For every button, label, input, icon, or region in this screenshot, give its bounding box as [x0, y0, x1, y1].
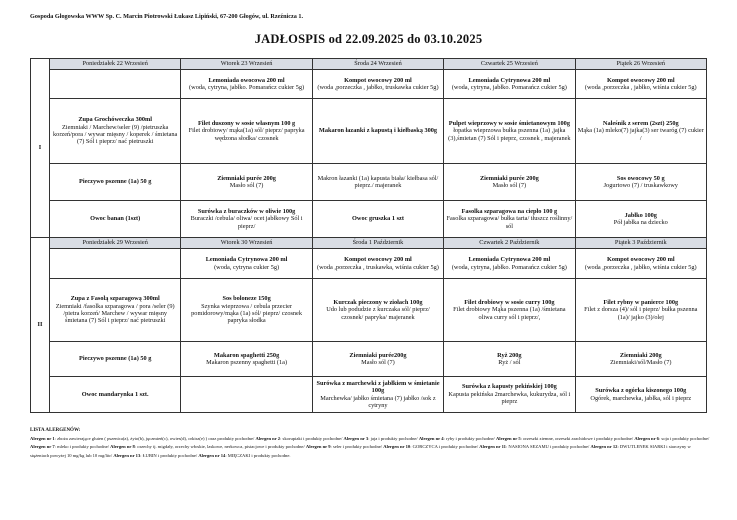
dish-cell — [575, 342, 706, 377]
allergen-entry — [496, 436, 634, 441]
allergen-text: : orzeszki ziemne, orzeszki arachidowe i produkty pochodne/ — [520, 436, 635, 442]
dish-ingredients: Filet drobiowy Mąka pszenna (1a) /śmietana oliwa curry sól i pieprz/, — [453, 306, 566, 321]
allergen-label: Alergen nr 3 — [343, 436, 369, 442]
dish-name: Sos owocowy 50 g — [616, 174, 665, 182]
dish-name: Surówka z ogórka kiszonego 100g — [595, 387, 687, 395]
dish-cell — [444, 342, 575, 377]
dish-ingredients: Ryż / sól — [498, 359, 521, 366]
dish-name: Kompot owocowy 200 ml — [606, 256, 675, 264]
dish-cell — [444, 249, 575, 279]
allergen-label: Alergen nr 13 — [113, 452, 141, 458]
dish-cell — [312, 201, 443, 238]
dish-ingredients: Ogórek, marchewka, jabłka, sól i pieprz — [590, 394, 692, 402]
allergen-entry — [419, 436, 496, 441]
dish-cell — [181, 99, 312, 164]
dish-name: Lemoniada Cytrynowa 200 ml — [468, 76, 551, 84]
allergen-label: Alergen nr 5 — [495, 436, 521, 442]
dish-name: Lemoniada Cytrynowa 200 ml — [468, 256, 551, 264]
allergen-text: : zboża zawierające gluten ( pszenica(a), żyto(b), jęczmień(c), owies(d), orkisz(e) ) oraz produkty pochodne/ — [54, 436, 256, 442]
dish-ingredients: Pół jabłka na dziecko — [613, 219, 668, 226]
day-header: Czwartek 25 Wrzesień — [444, 59, 575, 70]
dish-name: Ziemniaki purée 200g — [217, 174, 276, 182]
menu-row — [31, 164, 707, 201]
dish-cell — [50, 164, 181, 201]
dish-ingredients: Makron łazanki (1a) kapusta biała/ kiełbasa sól/ pieprz./ majeranek — [317, 174, 439, 189]
allergen-entry — [113, 453, 198, 458]
allergen-entry — [306, 444, 383, 449]
dish-name: Sos boloneze 150g — [222, 295, 271, 303]
dish-name: Surówka z buraczków w oliwie 100g — [197, 207, 296, 215]
dish-cell — [312, 377, 443, 413]
dish-name: Makaron spaghetti 250g — [213, 351, 280, 359]
allergen-text: : jaja i produkty pochodne/ — [368, 436, 419, 442]
allergen-entry — [30, 436, 255, 441]
day-header: Piątek 26 Wrzesień — [575, 59, 706, 70]
dish-ingredients: (woda ,porzeczka , jabłko, wiśnia cukier 5g) — [584, 263, 697, 271]
allergen-text: : orzechy tj. migdały, orzechy włoskie, laskowe, nerkowca, pistacjowe i produkty pochodne/ — [134, 444, 306, 450]
dish-cell — [50, 70, 181, 99]
dish-ingredients: Fasolka szparagowa/ bułka tarta/ tłuszcz roślinny/ sól — [446, 215, 573, 230]
allergen-label: Alergen nr 1 — [30, 436, 55, 442]
allergen-label: Alergen nr 9 — [305, 444, 331, 450]
dish-ingredients: Buraczki /cebula/ oliwa/ ocet jabłkowy Sól i pieprz/ — [190, 215, 303, 230]
dish-name: Surówka z marchewki z jabłkiem w śmietanie 100g — [316, 379, 440, 395]
menu-row — [31, 201, 707, 238]
dish-ingredients: łopatka wieprzowa bułka pszenna (1a) ,jajka (3),śmietan (7) Sól i pieprz, czosnek , majeranek — [448, 127, 571, 142]
allergen-text: : seler i produkty pochodne/ — [330, 444, 384, 450]
menu-row — [31, 377, 707, 413]
dish-ingredients: Masło sól (7) — [361, 359, 395, 366]
dish-cell — [444, 164, 575, 201]
dish-cell — [575, 249, 706, 279]
dish-cell — [575, 70, 706, 99]
dish-name: Filet rybny w panierce 100g — [603, 298, 679, 306]
dish-cell — [50, 99, 181, 164]
dish-cell — [50, 279, 181, 342]
dish-ingredients: Filet z dorsza (4)/ sól i pieprz/ bułka pszenna (1a)/ jajko (3)/olej — [584, 306, 698, 321]
allergen-text: : soja i produkty pochodne/ — [658, 436, 710, 442]
allergen-text: : DWUTLENEK SIARKI i siarczyny w stężeniach powyżej 10 mg/kg lub 10 mg/litr/ — [30, 444, 691, 458]
dish-name: Surówka z kapusty pekińskiej 100g — [461, 383, 557, 391]
day-header: Poniedziałek 22 Wrzesień — [50, 59, 181, 70]
dish-name: Owoc banan (1szt) — [90, 215, 141, 223]
dish-ingredients: (woda, cytryna cukier 5g) — [214, 263, 280, 271]
dish-cell — [181, 164, 312, 201]
allergen-label: Alergen nr 2 — [255, 436, 281, 442]
dish-name: Ziemniaki 200g — [619, 351, 662, 359]
dish-name: Ziemniaki purée200g — [349, 351, 407, 359]
menu-table — [30, 58, 707, 413]
dish-cell — [444, 70, 575, 99]
allergen-entry — [255, 436, 343, 441]
menu-row — [31, 342, 707, 377]
dish-name: Kompot owocowy 200 ml — [606, 76, 675, 84]
restaurant-header: Gospoda Głogowska WWW Sp. C. Marcin Piotrowski Łukasz Lipiński, 67-200 Głogów, ul. Rzeźnicza 1. — [30, 13, 304, 20]
allergen-text: : GORCZYCA i produkty pochodne/ — [410, 444, 480, 450]
dish-ingredients: Makaron pszenny spaghetti (1a) — [206, 359, 288, 366]
allergen-text: : MIĘCZAKI i produkty pochodne. — [225, 452, 291, 458]
dish-ingredients: (woda, cytryna, jabłko. Pomarańcz cukier 5g) — [189, 84, 305, 91]
dish-ingredients: Kapusta pekińska 2marchewka, kukurydza, sól i pieprz — [448, 390, 571, 406]
allergen-entry — [198, 453, 290, 458]
dish-name: Pulpet wieprzowy w sosie śmietanowym 100g — [448, 119, 570, 127]
allergen-label: Alergen nr 11 — [479, 444, 506, 450]
dish-name: Filet drobiowy w sosie curry 100g — [464, 298, 555, 306]
week-label: II — [31, 238, 50, 413]
dish-cell — [312, 279, 443, 342]
allergen-entry — [344, 436, 419, 441]
dish-name: Ziemniaki purée 200g — [479, 174, 539, 182]
allergen-label: Alergen nr 12 — [590, 444, 618, 450]
dish-name: Owoc gruszka 1 szt — [352, 215, 404, 223]
day-header: Wtorek 30 Wrzesień — [181, 238, 312, 249]
allergen-entry — [634, 436, 709, 441]
dish-name: Owoc mandarynka 1 szt. — [81, 390, 149, 398]
dish-cell — [50, 377, 181, 413]
dish-name: Lemoniada Cytrynowa 200 ml — [205, 256, 288, 264]
dish-name: Kompot owocowy 200 ml — [344, 256, 412, 264]
dish-cell — [181, 249, 312, 279]
day-header: Czwartek 2 Październik — [444, 238, 575, 249]
week-header-row — [31, 59, 707, 70]
dish-ingredients: (woda, cytryna, jabłko. Pomarańcz cukier 5g) — [451, 263, 567, 271]
dish-cell — [50, 249, 181, 279]
week-header-row — [31, 238, 707, 249]
dish-ingredients: (woda ,porzeczka , truskawka, wiśnia cukier 5g) — [317, 263, 439, 271]
dish-cell — [181, 377, 312, 413]
allergen-label: Alergen nr 6 — [634, 436, 659, 442]
allergen-label: Alergen nr 8 — [110, 444, 135, 450]
dish-cell — [181, 201, 312, 238]
dish-ingredients: Masło sól (7) — [229, 182, 264, 189]
day-header: Środa 24 Wrzesień — [312, 59, 443, 70]
dish-ingredients: Mąka (1a) mleko(7) jajka(3) ser twaróg (7) cukier / — [577, 127, 704, 142]
dish-cell — [444, 377, 575, 413]
dish-cell — [575, 99, 706, 164]
dish-cell — [50, 342, 181, 377]
allergen-text: : skorupiaki i produkty pochodne/ — [280, 436, 344, 442]
dish-cell — [575, 164, 706, 201]
allergen-text: : ryby i produkty pochodne/ — [443, 436, 496, 442]
dish-cell — [50, 201, 181, 238]
dish-ingredients: Marchewka/ jabłko śmietana (7) jabłko /sok z cytryny — [320, 394, 436, 409]
dish-name: Fasolka szparagowa na ciepło 100 g — [461, 207, 558, 215]
dish-ingredients: Ziemniaki / Marchew/seler (9) /pietruszka korzeń/pora / wywar mięsny / koperek / śmietana (7) Sól i pieprz/ nać pietruszki — [53, 123, 178, 146]
dish-name: Naleśnik z serem (2szt) 250g — [602, 119, 679, 127]
allergen-text: : ŁUBIN i produkty pochodne/ — [140, 452, 199, 458]
dish-ingredients: Masło sól (7) — [492, 182, 527, 189]
allergen-text: : mleko i produkty pochodne/ — [54, 444, 111, 450]
allergen-label: Alergen nr 10 — [383, 444, 411, 450]
allergen-label: Alergen nr 4 — [418, 436, 444, 442]
allergen-list — [30, 427, 710, 460]
allergen-entry — [110, 444, 306, 449]
dish-name: Filet duszony w sosie własnym 100 g — [197, 119, 296, 127]
week-label: I — [31, 59, 50, 238]
day-header: Środa 1 Październik — [312, 238, 443, 249]
dish-ingredients: Filet drobiowy/ mąka(1a) sól/ pieprz/ papryka wędzona słodka/ czosnek — [188, 127, 305, 142]
dish-ingredients: (woda, cytryna, jabłko. Pomarańcz cukier 5g) — [451, 84, 567, 91]
menu-row — [31, 99, 707, 164]
dish-name: Ryż 200g — [497, 351, 522, 359]
menu-row — [31, 249, 707, 279]
dish-name: Zupa Grochóweczka 300ml — [78, 116, 153, 124]
dish-cell — [181, 279, 312, 342]
dish-name: Kurczak pieczony w ziołach 100g — [333, 298, 423, 306]
menu-title: JADŁOSPIS od 22.09.2025 do 03.10.2025 — [254, 32, 483, 46]
dish-cell — [181, 70, 312, 99]
dish-ingredients: Ziemniaki /fasolka szparagowa / pora /seler (9) /pietra korzeń/ Marchew / wywar mięsny śmietana (7) Sól i pieprz/ nać pietruszki — [55, 302, 175, 325]
dish-cell — [575, 279, 706, 342]
dish-ingredients: Udo lub podudzie z kurczaka sól/ pieprz/ czosnek/ papryka/ majeranek — [326, 306, 430, 321]
dish-name: Lemoniada owocowa 200 ml — [208, 76, 285, 84]
dish-cell — [312, 342, 443, 377]
dish-cell — [444, 201, 575, 238]
dish-cell — [312, 164, 443, 201]
dish-cell — [444, 99, 575, 164]
dish-ingredients: Ziemniaki/sól/Masło (7) — [610, 359, 672, 366]
day-header: Piątek 3 Październik — [575, 238, 706, 249]
dish-name: Pieczywo pszenne (1a) 50 g — [78, 178, 152, 186]
day-header: Poniedziałek 29 Wrzesień — [50, 238, 181, 249]
dish-cell — [312, 249, 443, 279]
menu-row — [31, 279, 707, 342]
dish-cell — [312, 99, 443, 164]
dish-name: Jabłko 100g — [624, 211, 657, 219]
dish-cell — [575, 377, 706, 413]
allergen-entry — [30, 444, 110, 449]
dish-name: Zupa z Fasolą szparagową 300ml — [70, 295, 160, 303]
day-header: Wtorek 23 Wrzesień — [181, 59, 312, 70]
menu-row — [31, 70, 707, 99]
allergen-entry — [383, 444, 479, 449]
dish-ingredients: (woda ,porzeczka , jabłko, wiśnia cukier 5g) — [584, 84, 697, 91]
dish-ingredients: Jogurtowo (7) / truskawkowy — [603, 182, 678, 189]
dish-cell — [575, 201, 706, 238]
allergen-label: Alergen nr 7 — [30, 444, 55, 450]
allergen-label: Alergen nr 14 — [198, 452, 226, 458]
allergen-entry — [479, 444, 590, 449]
allergen-text: : NASIONA SEZAMU i produkty pochodne/ — [505, 444, 591, 450]
dish-ingredients: Szynka wieprzowa / cebula przecier pomidorowy/mąka (1a) sól/ pieprz/ czosnek papryka słodka — [191, 302, 303, 325]
dish-ingredients: (woda ,porzeczka , jabłko, truskawka cukier 5g) — [317, 84, 439, 91]
dish-name: Pieczywo pszenne (1a) 50 g — [78, 355, 152, 363]
dish-cell — [312, 70, 443, 99]
dish-cell — [181, 342, 312, 377]
dish-name: Makaron łazanki z kapustą i kiełbaską 300g — [318, 127, 438, 135]
dish-name: Kompot owocowy 200 ml — [344, 76, 412, 84]
allergen-list-title: LISTA ALERGENÓW: — [30, 428, 81, 433]
dish-cell — [444, 279, 575, 342]
